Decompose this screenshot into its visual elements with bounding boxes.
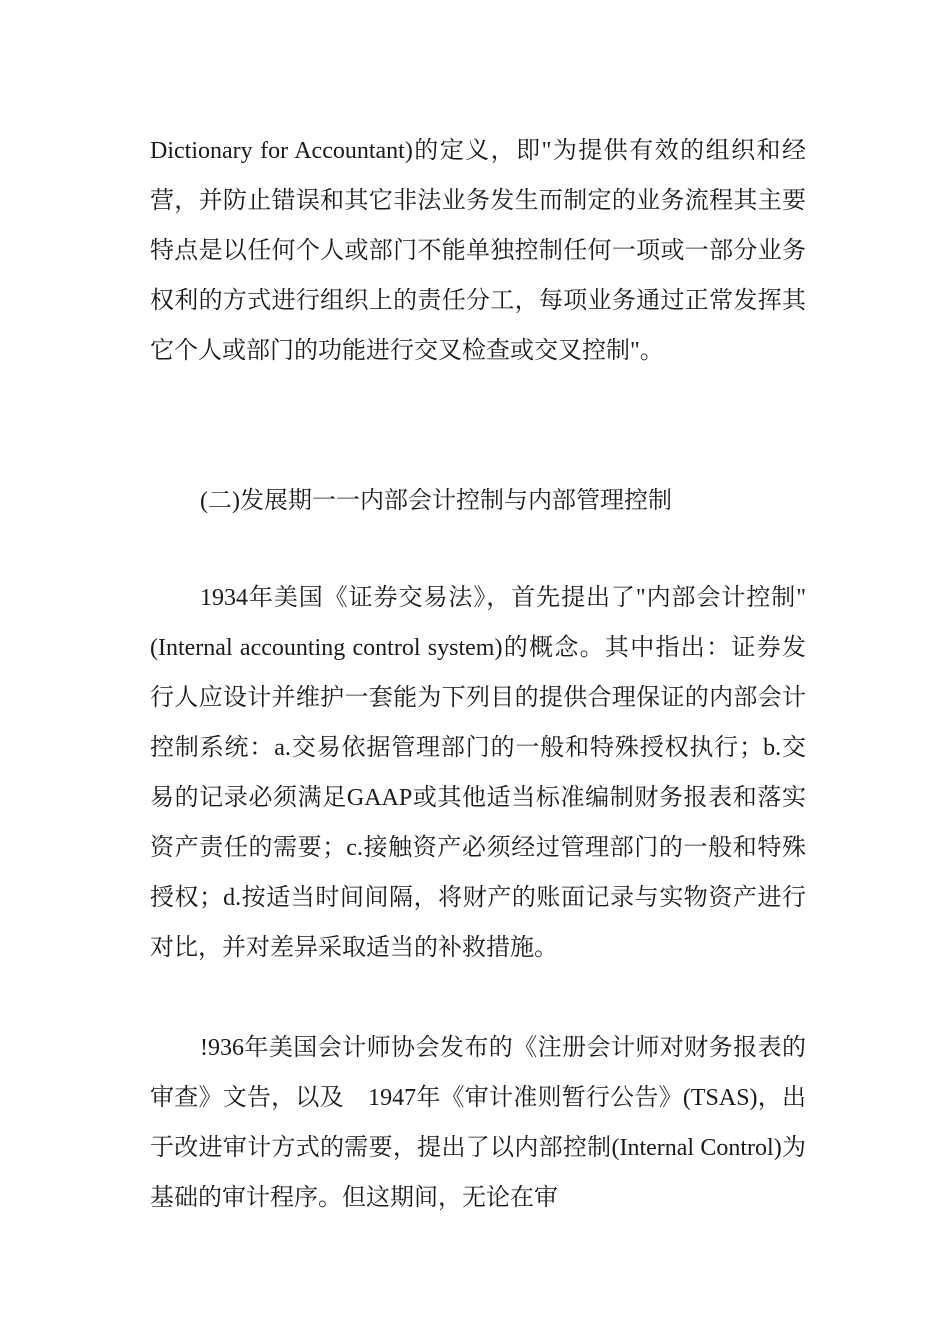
section-heading: (二)发展期一一内部会计控制与内部管理控制 [200,488,672,514]
paragraph-definition: Dictionary for Accountant)的定义，即"为提供有效的组织和经营，并防止错误和其它非法业务发生而制定的业务流程其主要特点是以任何个人或部门不能单独控制任何一项或一部分业务权利的方式进行组织上的责任分工，每项业务通过正常发挥其它个人或部门的功能进行交叉检查或交叉控制"。 [150,138,806,364]
paragraph-securities-act: 1934年美国《证券交易法》，首先提出了"内部会计控制" (Internal accounting control system)的概念。其中指出：证券发行人应设计并维护一套能为下列目的提供合理保证的内部会计控制系统：a.交易依据管理部门的一般和特殊授权执行；b.交易的记录必须满足GAAP或其他适当标准编制财务报表和落实资产责任的需要；c.接触资产必须经过管理部门的一般和特殊授权；d.按适当时间间隔，将财产的账面记录与实物资产进行对比，并对差异采取适当的补救措施。 [150,585,806,961]
paragraph-audit-procedures: !936年美国会计师协会发布的《注册会计师对财务报表的审查》文告，以及 1947年《审计准则暂行公告》(TSAS)，出于改进审计方式的需要，提出了以内部控制(Internal Control)为基础的审计程序。但这期间，无论在审 [150,1035,806,1211]
